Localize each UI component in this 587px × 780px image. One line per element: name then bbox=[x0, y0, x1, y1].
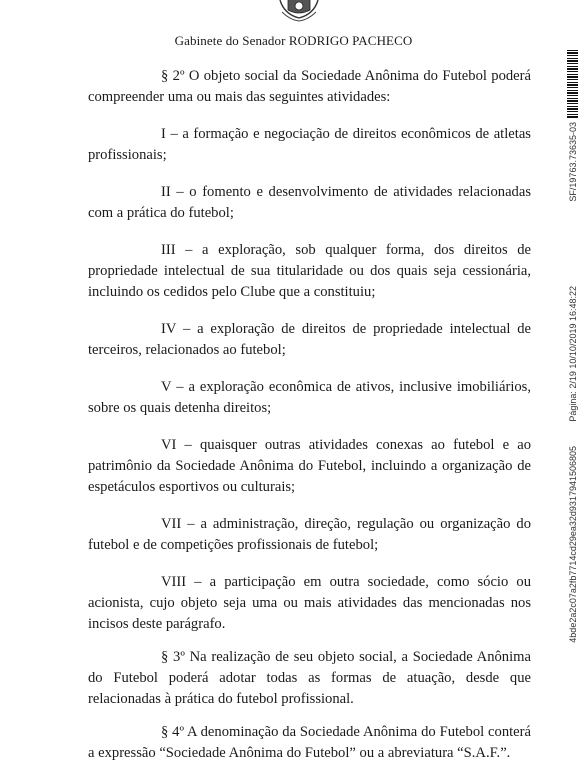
paragraph-3: § 3º Na realização de seu objeto social, a Sociedade Anônima do Futebol poderá adotar todas as formas de atuação, desde que relacionadas à prática do futebol profissional. bbox=[88, 649, 531, 707]
coat-of-arms-emblem bbox=[276, 0, 322, 22]
office-header: Gabinete do Senador RODRIGO PACHECO bbox=[174, 33, 413, 48]
item-v: V – a exploração econômica de ativos, inclusive imobiliários, sobre os quais detenha direitos; bbox=[88, 379, 531, 416]
item-vii: VII – a administração, direção, regulação ou organização do futebol e de competições profissionais de futebol; bbox=[88, 516, 531, 553]
paragraph-2: § 2º O objeto social da Sociedade Anônima do Futebol poderá compreender uma ou mais das seguintes atividades: bbox=[88, 68, 531, 105]
item-vi: VI – quaisquer outras atividades conexas ao futebol e ao patrimônio da Sociedade Anônima do Futebol, incluindo a organização de espetáculos esportivos ou culturais; bbox=[88, 437, 531, 495]
document-body bbox=[88, 66, 531, 780]
item-iv: IV – a exploração de direitos de propriedade intelectual de terceiros, relacionados ao futebol; bbox=[88, 321, 531, 358]
document-hash: 4bde2a2c07a2fb7714cd29ea32d9317941506805 bbox=[568, 446, 578, 643]
page-stamp: Página: 2/19 10/10/2019 16:48:22 bbox=[568, 286, 578, 422]
paragraph-4: § 4º A denominação da Sociedade Anônima do Futebol conterá a expressão “Sociedade Anônima do Futebol” ou a abreviatura “S.A.F.”. bbox=[88, 724, 531, 761]
barcode bbox=[567, 50, 578, 118]
document-code: SF/19763.73635-03 bbox=[568, 122, 578, 202]
item-i: I – a formação e negociação de direitos econômicos de atletas profissionais; bbox=[88, 126, 531, 163]
item-ii: II – o fomento e desenvolvimento de atividades relacionadas com a prática do futebol; bbox=[88, 184, 531, 221]
item-iii: III – a exploração, sob qualquer forma, dos direitos de propriedade intelectual de sua titularidade ou dos quais seja cessionária, incluindo os cedidos pelo Clube que a constituiu; bbox=[88, 242, 531, 300]
item-viii: VIII – a participação em outra sociedade, como sócio ou acionista, cujo objeto seja uma ou mais atividades das mencionadas nos incisos deste parágrafo. bbox=[88, 574, 531, 632]
